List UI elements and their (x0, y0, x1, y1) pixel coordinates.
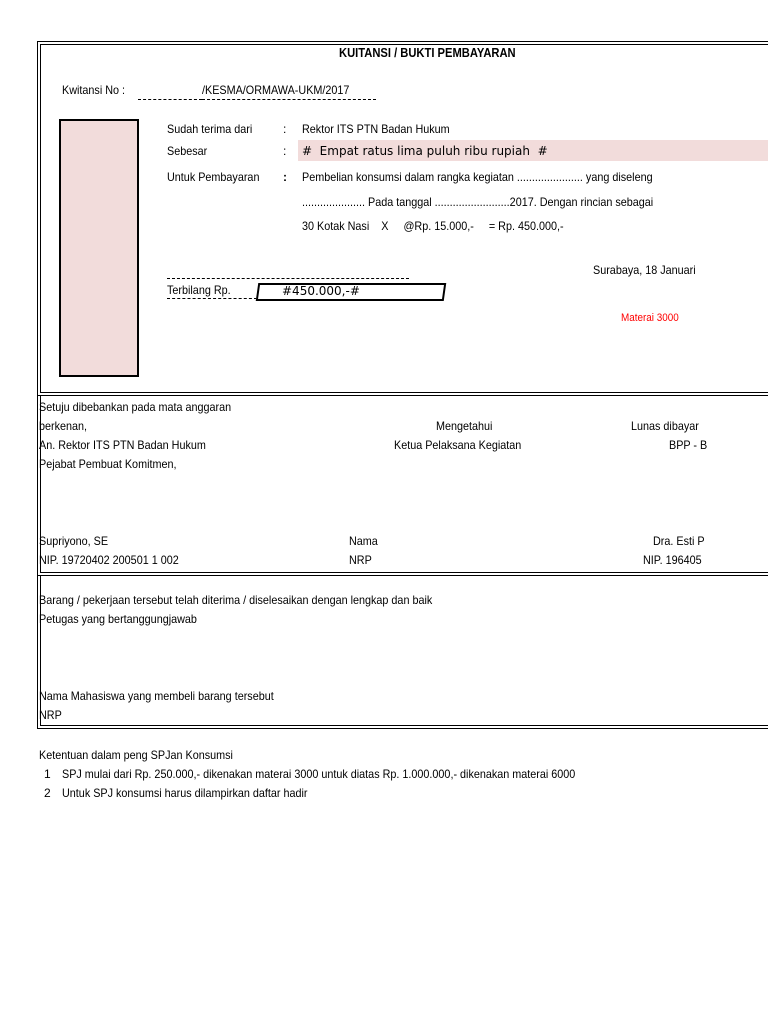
page-title: KUITANSI / BUKTI PEMBAYARAN (339, 45, 516, 60)
receipt-no-label: Kwitansi No : (62, 83, 126, 97)
received-from-label: Sudah terima dari (167, 122, 253, 136)
approval-left-name: Supriyono, SE (39, 534, 109, 548)
goods-line-1: Barang / pekerjaan tersebut telah diterima / diselesaikan dengan lengkap dan baik (39, 593, 433, 607)
approval-right-name: Dra. Esti P (653, 534, 705, 548)
receipt-no-blank (138, 99, 202, 100)
approval-left-line-3: An. Rektor ITS PTN Badan Hukum (39, 438, 206, 452)
terbilang-label: Terbilang Rp. (167, 283, 231, 297)
receipt-no-underline (202, 99, 376, 100)
rule-number: 2 (44, 786, 51, 800)
purpose-line-1: Pembelian konsumsi dalam rangka kegiatan ...................... yang diseleng (302, 170, 653, 184)
rules-heading: Ketentuan dalam peng SPJan Konsumsi (39, 748, 233, 762)
approval-left-line-1: Setuju dibebankan pada mata anggaran (39, 400, 232, 414)
approval-left-line-2: berkenan, (39, 419, 88, 433)
materai-note: Materai 3000 (621, 312, 679, 324)
approval-mid-line-1: Mengetahui (436, 419, 493, 433)
approval-left-line-4: Pejabat Pembuat Komitmen, (39, 457, 177, 471)
approval-mid-name: Nama (349, 534, 378, 548)
rule-text: SPJ mulai dari Rp. 250.000,- dikenakan materai 3000 untuk diatas Rp. 1.000.000,- dikenakan materai 6000 (62, 767, 576, 781)
approval-mid-line-2: Ketua Pelaksana Kegiatan (394, 438, 522, 452)
approval-right-line-2: BPP - B (669, 438, 708, 452)
goods-line-2: Petugas yang bertanggungjawab (39, 612, 197, 626)
amount-label: Sebesar (167, 144, 208, 158)
received-from-colon: : (283, 122, 287, 136)
rule-text: Untuk SPJ konsumsi harus dilampirkan daftar hadir (62, 786, 308, 800)
purpose-label: Untuk Pembayaran (167, 170, 260, 184)
approval-left-nip: NIP. 19720402 200501 1 002 (39, 553, 179, 567)
place-date: Surabaya, 18 Januari (593, 263, 696, 277)
amount-colon: : (283, 144, 287, 158)
purpose-line-3: 30 Kotak Nasi X @Rp. 15.000,- = Rp. 450.000,- (302, 219, 564, 233)
approval-mid-nrp: NRP (349, 553, 372, 567)
purpose-colon: : (283, 170, 287, 184)
stamp-box (59, 119, 139, 377)
terbilang-bottom-line (167, 298, 257, 299)
goods-line-3: Nama Mahasiswa yang membeli barang tersebut (39, 689, 274, 703)
terbilang-top-line (167, 278, 409, 279)
receipt-no-suffix: /KESMA/ORMAWA-UKM/2017 (202, 83, 350, 97)
terbilang-value: #450.000,-# (282, 284, 360, 298)
goods-line-4: NRP (39, 708, 62, 722)
amount-value: # Empat ratus lima puluh ribu rupiah # (302, 144, 548, 158)
received-from-value: Rektor ITS PTN Badan Hukum (302, 122, 450, 136)
rule-number: 1 (44, 767, 51, 781)
purpose-line-2: ..................... Pada tanggal .........................2017. Dengan rincian sebagai (302, 195, 654, 209)
approval-right-nip: NIP. 196405 (643, 553, 702, 567)
approval-right-line-1: Lunas dibayar (631, 419, 699, 433)
